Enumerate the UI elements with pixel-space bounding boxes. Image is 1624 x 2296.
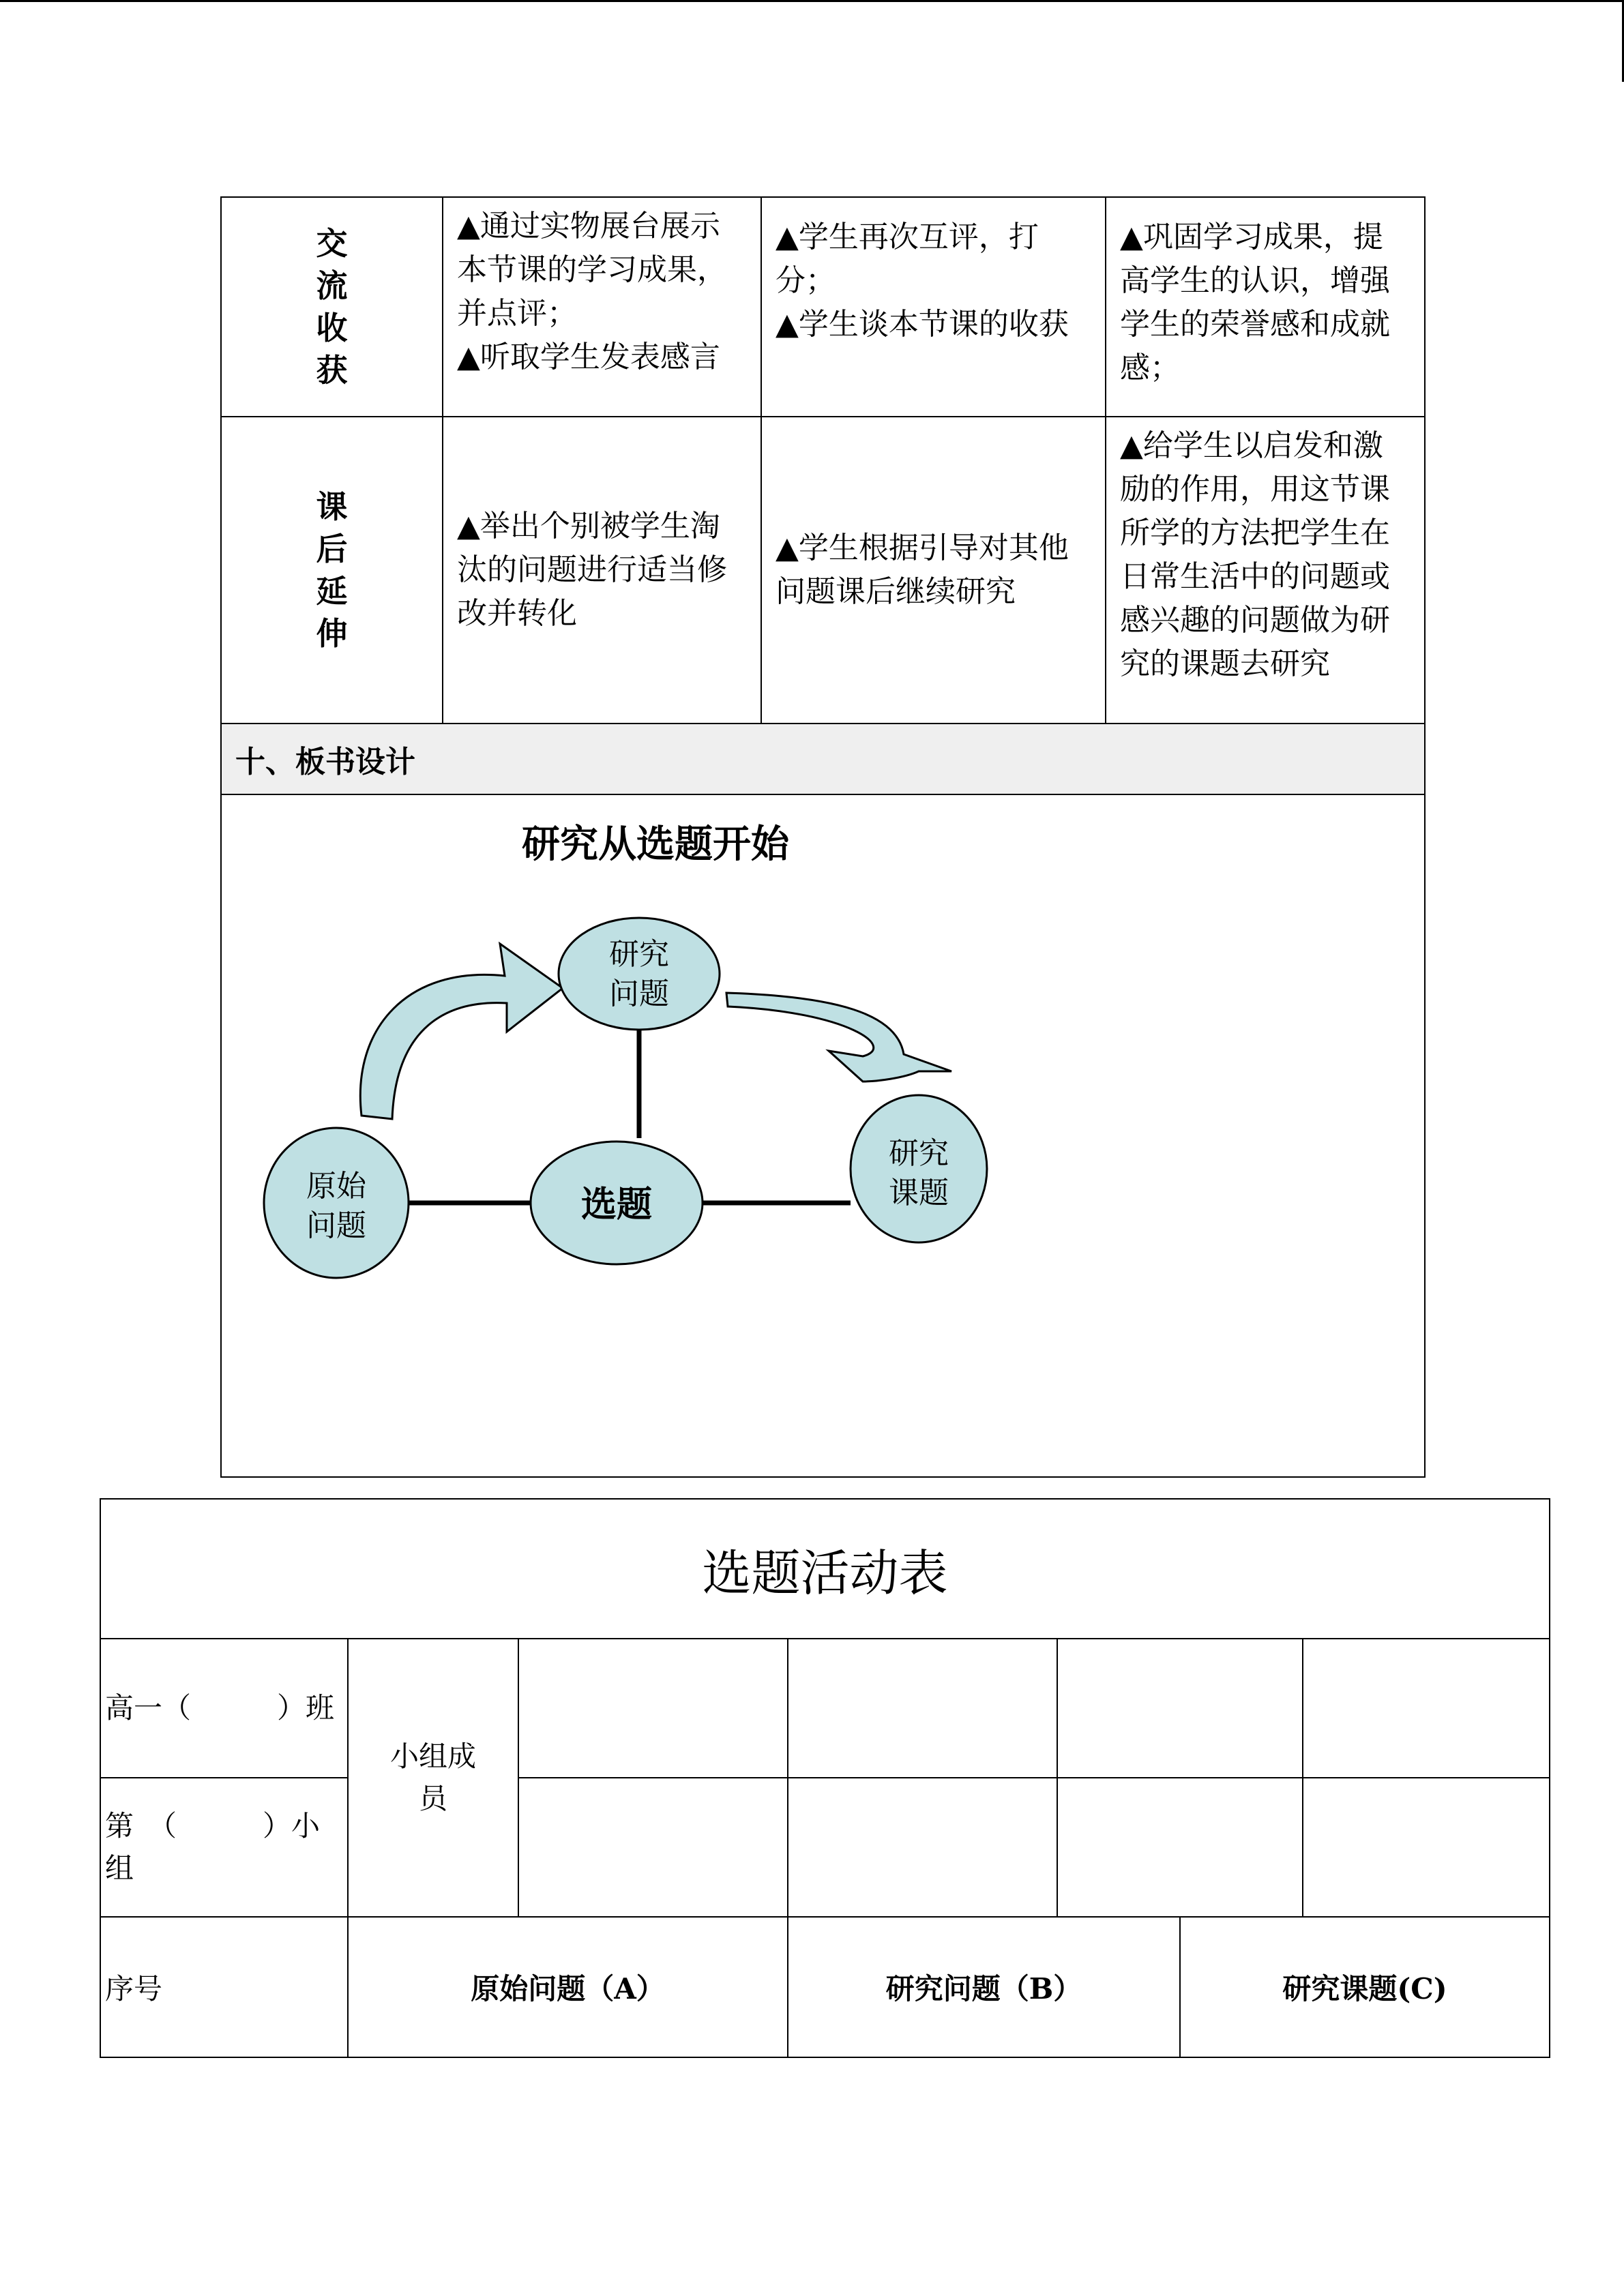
teacher-activity-text: ▲听取学生发表感言 [457,340,720,374]
board-design-cell [221,794,1425,1477]
stage-char: 课 [316,488,348,525]
lesson-table [220,196,1426,1478]
curved-arrow-left [360,944,563,1119]
teacher-activity-cell [443,417,761,724]
stage-char: 流 [316,267,348,304]
stage-char: 伸 [316,615,348,652]
intent-cell [1106,197,1425,417]
node-label: 选题 [580,1184,653,1225]
member-cell[interactable] [788,1778,1057,1917]
stage-char: 获 [316,352,348,389]
board-title: 研究从选题开始 [522,822,789,867]
research-question-node [559,918,720,1030]
student-activity-text: ▲学生根据引导对其他问题课后继续研究 [776,531,1069,609]
student-activity-cell [761,197,1106,417]
member-cell[interactable] [788,1639,1057,1778]
teacher-activity-cell [443,197,761,417]
node-label: 课题 [889,1176,949,1210]
member-cell[interactable] [1057,1639,1303,1778]
student-activity-text: ▲学生再次互评，打分； [776,220,1039,298]
teacher-activity-text: ▲通过实物展台展示本节课的学习成果，并点评； [457,209,727,331]
member-cell[interactable] [518,1778,788,1917]
header-research-topic: 研究课题(C) [1180,1917,1550,2057]
section-title: 十、板书设计 [221,724,1425,794]
members-label [348,1639,518,1917]
member-cell[interactable] [1303,1639,1550,1778]
stage-cell [221,417,443,724]
stage-char: 收 [316,310,348,346]
stage-cell [221,197,443,417]
row-extension [221,417,1425,724]
member-cell[interactable] [1303,1778,1550,1917]
activity-table [100,1498,1550,2058]
node-label: 研究 [889,1136,949,1171]
group-label: 第 （ ）小组 [100,1778,348,1917]
header-seq: 序号 [100,1917,348,2057]
top-border-line [0,0,1624,2]
intent-text: ▲给学生以启发和激励的作用，用这节课所学的方法把学生在日常生活中的问题或感兴趣的问题做为研究的课题去研究 [1120,428,1390,681]
stage-char: 交 [316,225,348,262]
header-research-question: 研究问题（B） [788,1917,1180,2057]
member-cell[interactable] [518,1639,788,1778]
header-original-question: 原始问题（A） [348,1917,788,2057]
curved-arrow-right [726,993,951,1082]
activity-title: 选题活动表 [100,1499,1550,1639]
node-label: 问题 [306,1208,366,1243]
node-label: 研究 [609,937,669,972]
stage-char: 延 [316,573,348,610]
intent-text: ▲巩固学习成果，提高学生的认识，增强学生的荣誉感和成就感； [1120,220,1390,385]
stage-char: 后 [316,531,348,567]
row-board [221,794,1425,1477]
row-exchange [221,197,1425,417]
member-cell[interactable] [1057,1778,1303,1917]
members-label-text: 小组成员 [389,1740,476,1815]
row-section-head [221,724,1425,794]
student-activity-cell [761,417,1106,724]
class-label: 高一（ ）班 [100,1639,348,1778]
board-diagram [222,795,1423,1475]
node-label: 问题 [609,976,669,1011]
student-activity-text: ▲学生谈本节课的收获 [776,307,1069,342]
teacher-activity-text: ▲举出个别被学生淘汰的问题进行适当修改并转化 [457,509,727,631]
intent-cell [1106,417,1425,724]
node-label: 原始 [306,1169,366,1204]
